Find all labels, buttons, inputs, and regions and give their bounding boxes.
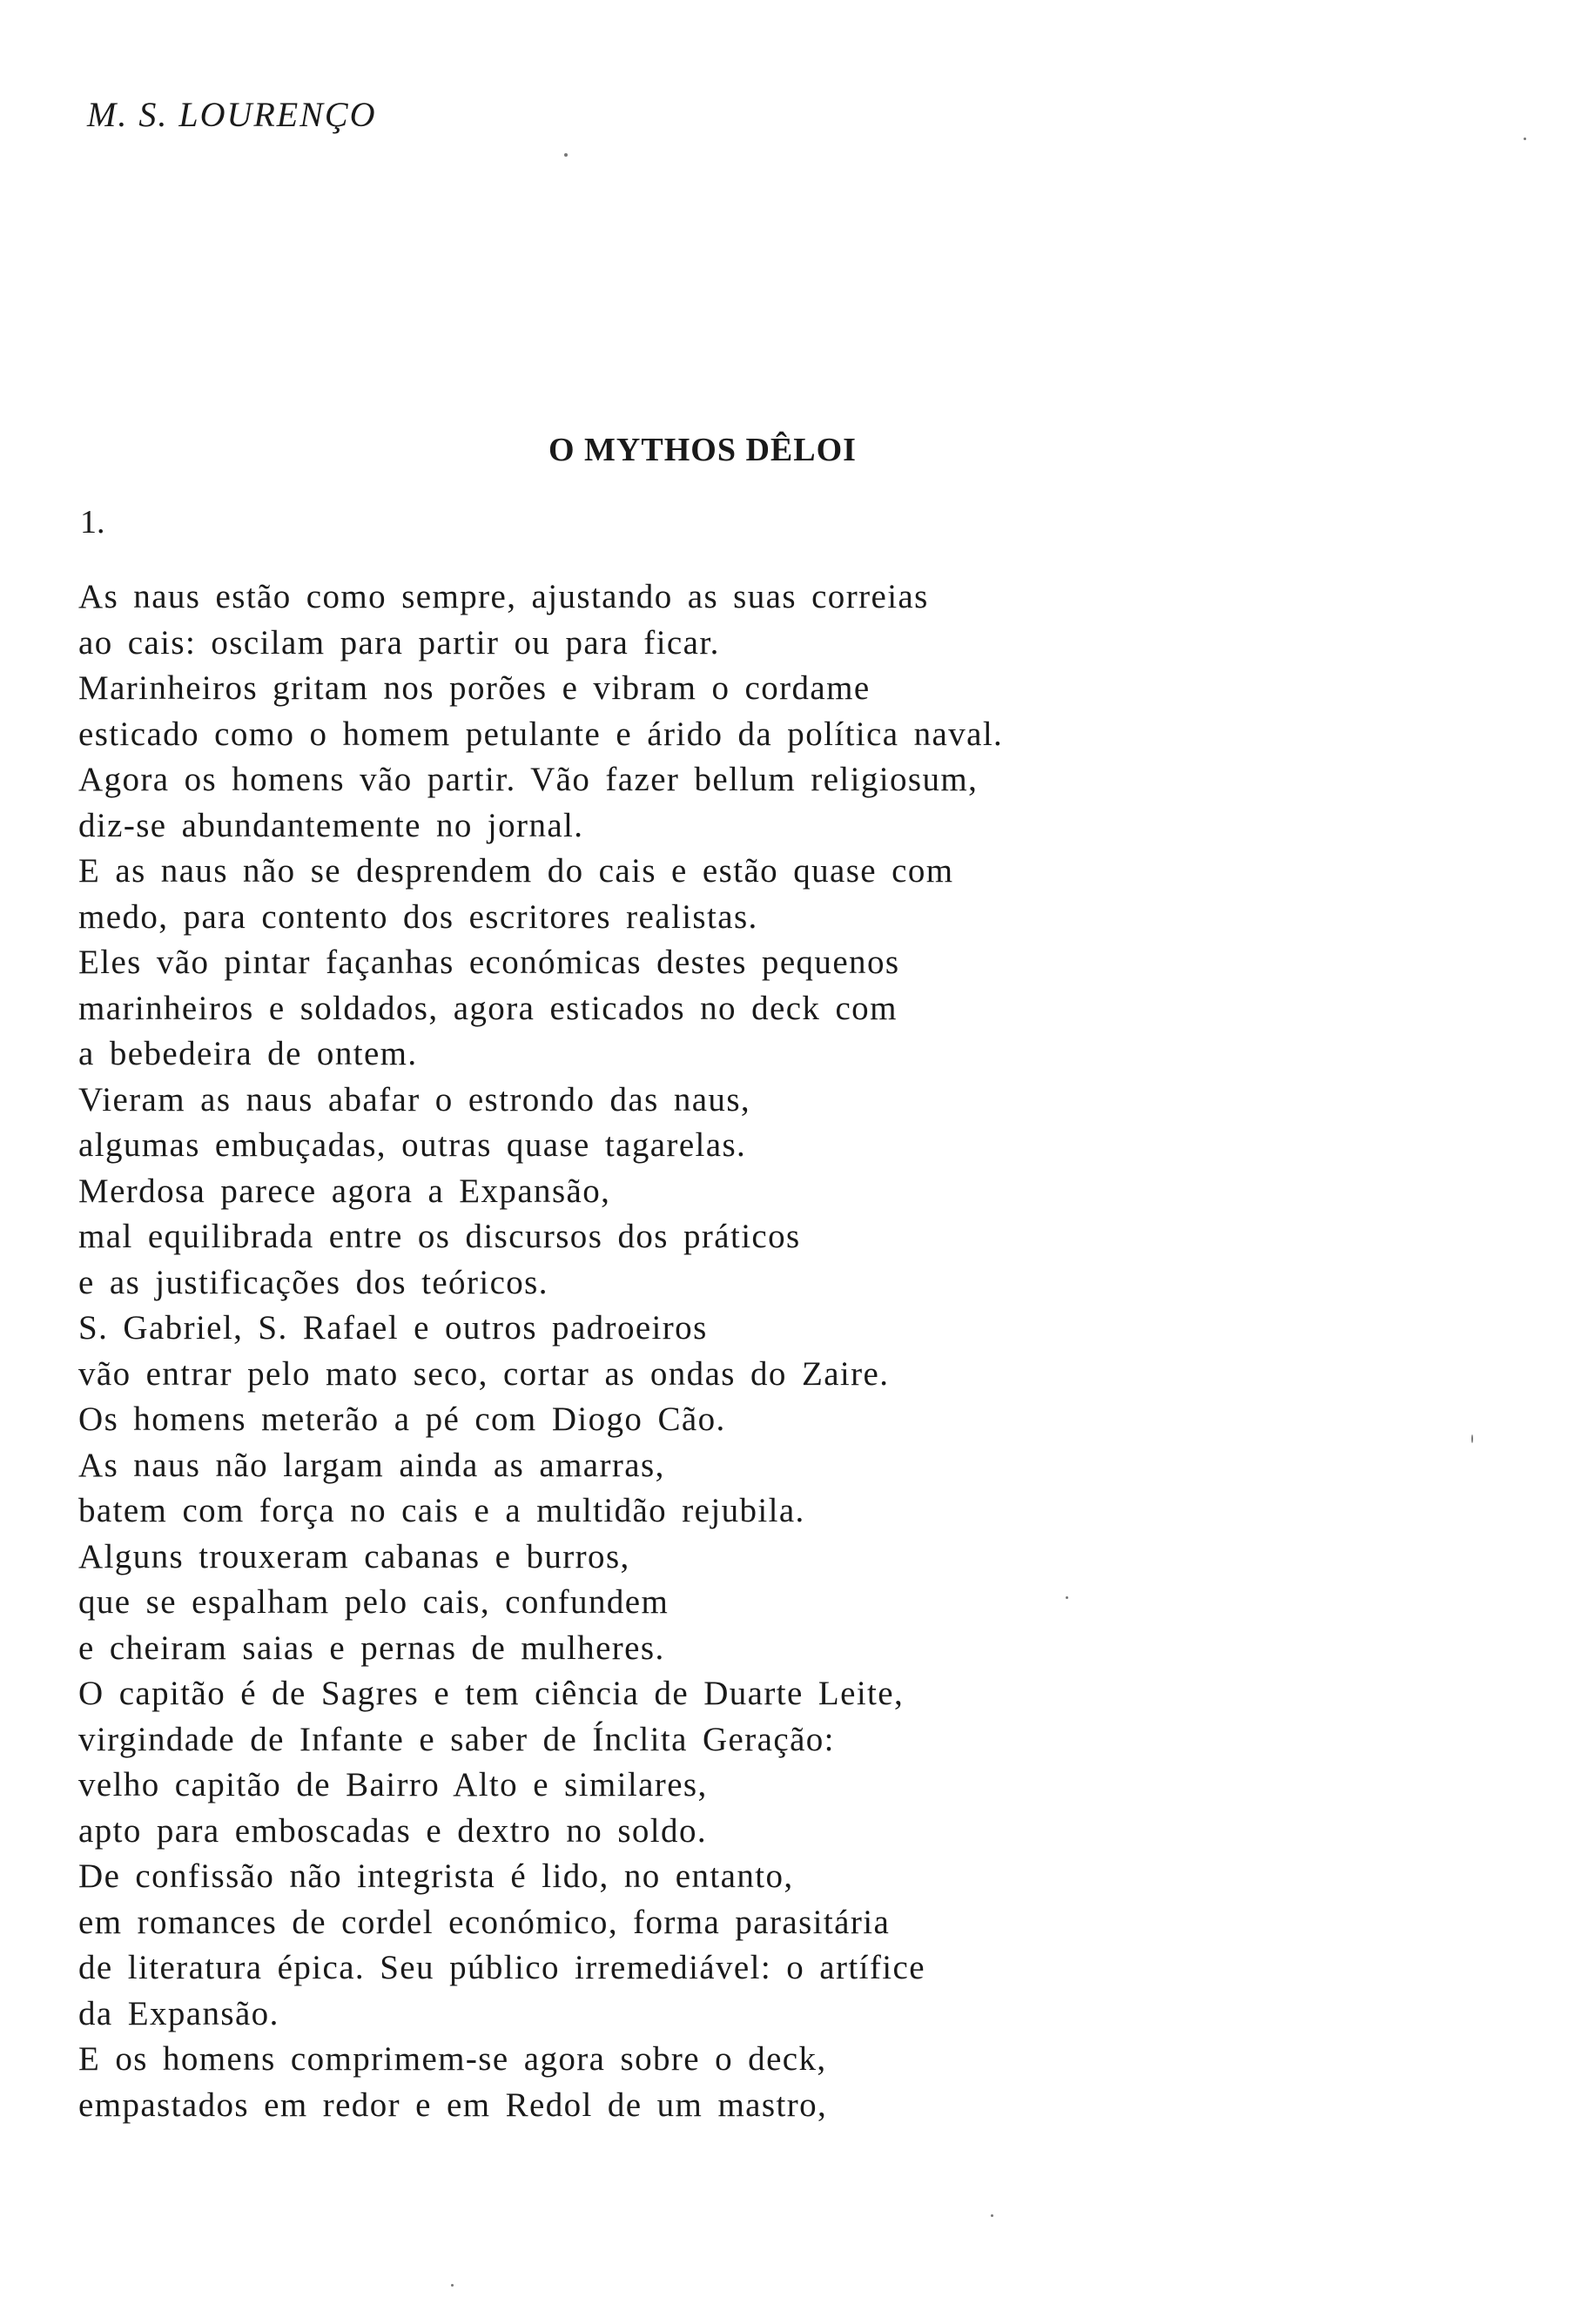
poem-line: empastados em redor e em Redol de um mastro, [78, 2086, 828, 2124]
scan-speck [1066, 1596, 1068, 1599]
poem-line: vão entrar pelo mato seco, cortar as ondas do Zaire. [78, 1354, 890, 1393]
poem-line: De confissão não integrista é lido, no entanto, [78, 1857, 794, 1895]
poem-line: Merdosa parece agora a Expansão, [78, 1172, 611, 1210]
poem-line: marinheiros e soldados, agora esticados no deck com [78, 989, 898, 1027]
poem-line: que se espalham pelo cais, confundem [78, 1583, 670, 1621]
poem-line: As naus estão como sempre, ajustando as suas correias [78, 578, 929, 615]
poem-line: medo, para contento dos escritores realistas. [78, 897, 758, 936]
poem-line: velho capitão de Bairro Alto e similares, [78, 1766, 708, 1803]
poem-line: O capitão é de Sagres e tem ciência de Duarte Leite, [78, 1675, 905, 1712]
poem-line: de literatura épica. Seu público irremediável: o artífice [78, 1949, 925, 1986]
scan-speck [564, 153, 568, 157]
poem-line: algumas embuçadas, outras quase tagarelas. [78, 1126, 747, 1164]
poem-line: diz-se abundantemente no jornal. [78, 806, 584, 844]
poem-line: E as naus não se desprendem do cais e estão quase com [78, 852, 954, 890]
poem-line: Eles vão pintar façanhas económicas destes pequenos [78, 944, 900, 981]
poem-line: em romances de cordel económico, forma parasitária [78, 1903, 891, 1941]
poem-line: mal equilibrada entre os discursos dos práticos [78, 1218, 801, 1255]
poem-line: da Expansão. [78, 1994, 279, 2032]
poem-line: e cheiram saias e pernas de mulheres. [78, 1629, 665, 1667]
poem-title: O MYTHOS DÊLOI [548, 432, 857, 468]
poem-line: virgindade de Infante e saber de Ínclita Geração: [78, 1720, 835, 1758]
scan-speck [451, 2284, 454, 2287]
scan-speck [1471, 1434, 1473, 1443]
running-header-author: M. S. LOURENÇO [87, 95, 377, 134]
poem-line: E os homens comprimem-se agora sobre o deck, [78, 2040, 827, 2078]
poem-line: Os homens meterão a pé com Diogo Cão. [78, 1400, 726, 1438]
poem-line: esticado como o homem petulante e árido da política naval. [78, 715, 1004, 753]
poem-line: batem com força no cais e a multidão rejubila. [78, 1492, 805, 1529]
poem-line: Agora os homens vão partir. Vão fazer bellum religiosum, [78, 761, 979, 798]
poem-line: Vieram as naus abafar o estrondo das naus, [78, 1080, 751, 1118]
scan-speck [1524, 138, 1526, 140]
poem-line: a bebedeira de ontem. [78, 1035, 418, 1072]
section-number: 1. [80, 504, 105, 541]
poem-line: Marinheiros gritam nos porões e vibram o cordame [78, 669, 871, 707]
poem-body [78, 574, 1003, 2128]
poem-line: e as justificações dos teóricos. [78, 1263, 548, 1301]
poem-line: S. Gabriel, S. Rafael e outros padroeiros [78, 1309, 708, 1347]
poem-line: apto para emboscadas e dextro no soldo. [78, 1811, 707, 1850]
poem-line: Alguns trouxeram cabanas e burros, [78, 1537, 630, 1575]
scan-speck [991, 2214, 993, 2217]
poem-line: As naus não largam ainda as amarras, [78, 1446, 665, 1484]
poem-line: ao cais: oscilam para partir ou para ficar. [78, 623, 720, 662]
